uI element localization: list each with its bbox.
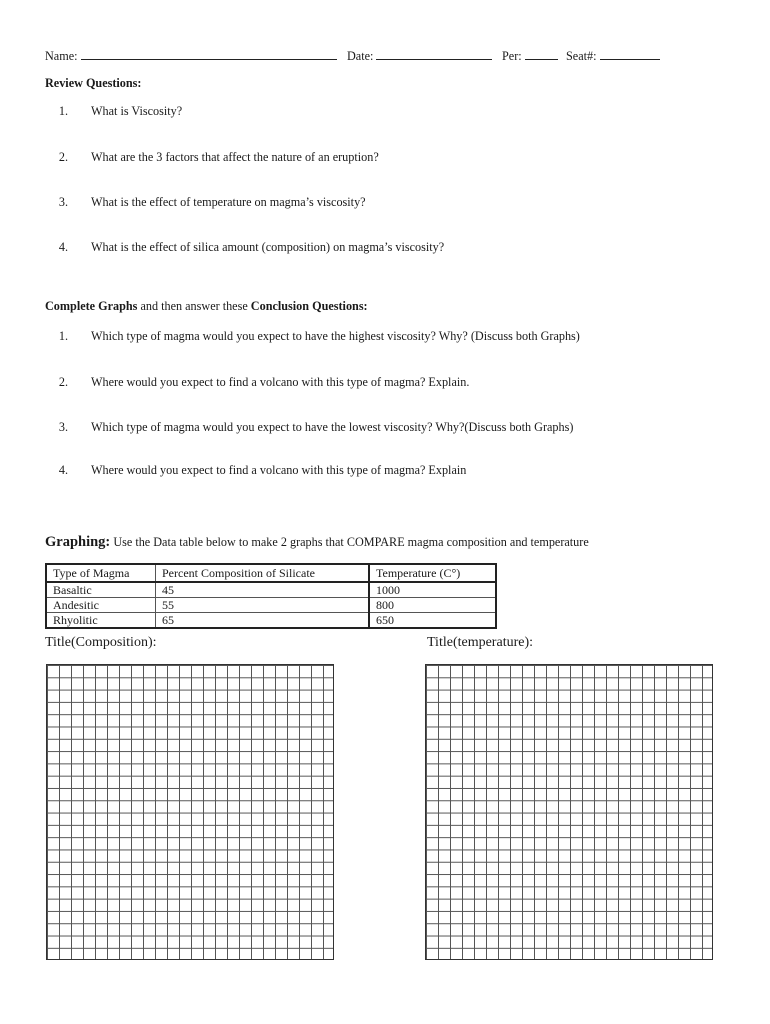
table-cell: 55 bbox=[156, 598, 370, 613]
name-label: Name: bbox=[45, 49, 78, 63]
review-q1-text: What is Viscosity? bbox=[91, 104, 183, 118]
table-cell: 45 bbox=[156, 582, 370, 598]
date-row bbox=[347, 47, 492, 64]
table-header-cell: Type of Magma bbox=[46, 564, 156, 582]
table-header-cell: Percent Composition of Silicate bbox=[156, 564, 370, 582]
temperature-graph-grid[interactable] bbox=[425, 664, 713, 960]
conclusion-q2-num: 2. bbox=[58, 375, 68, 389]
name-blank[interactable] bbox=[81, 47, 337, 60]
conclusion-heading-bold-2: Conclusion Questions: bbox=[250, 299, 368, 313]
table-row bbox=[46, 598, 496, 613]
review-q2-text: What are the 3 factors that affect the nature of an eruption? bbox=[91, 150, 379, 164]
seat-row bbox=[566, 47, 660, 64]
graphing-text: Use the Data table below to make 2 graphs that COMPARE magma composition and temperature bbox=[110, 535, 589, 549]
conclusion-heading-bold-1: Complete Graphs bbox=[45, 299, 138, 313]
magma-data-table bbox=[45, 563, 497, 629]
date-label: Date: bbox=[347, 49, 374, 63]
conclusion-q2-text: Where would you expect to find a volcano with this type of magma? Explain. bbox=[91, 375, 470, 389]
table-row bbox=[46, 582, 496, 598]
review-q4-num: 4. bbox=[58, 240, 68, 254]
conclusion-heading-mid: and then answer these bbox=[137, 299, 251, 313]
table-cell: Andesitic bbox=[46, 598, 156, 613]
left-graph-title: Title(Composition): bbox=[45, 635, 157, 650]
review-q3-num: 3. bbox=[58, 195, 68, 209]
table-cell: 65 bbox=[156, 613, 370, 629]
conclusion-q1-text: Which type of magma would you expect to have the highest viscosity? Why? (Discuss both Graphs) bbox=[91, 329, 580, 343]
conclusion-q3-num: 3. bbox=[58, 420, 68, 434]
table-row bbox=[46, 613, 496, 629]
conclusion-heading bbox=[45, 299, 368, 314]
seat-blank[interactable] bbox=[600, 47, 660, 60]
review-heading: Review Questions: bbox=[45, 76, 142, 90]
table-cell: 650 bbox=[369, 613, 496, 629]
review-q1-num: 1. bbox=[58, 104, 68, 118]
per-blank[interactable] bbox=[525, 47, 558, 60]
table-header-row bbox=[46, 564, 496, 582]
conclusion-q4-num: 4. bbox=[58, 463, 68, 477]
conclusion-q3-text: Which type of magma would you expect to have the lowest viscosity? Why?(Discuss both Graphs) bbox=[91, 420, 574, 434]
right-graph-title: Title(temperature): bbox=[427, 635, 534, 650]
seat-label: Seat#: bbox=[566, 49, 597, 63]
header-row bbox=[45, 47, 337, 64]
per-label: Per: bbox=[502, 49, 522, 63]
per-row bbox=[502, 47, 558, 64]
review-q2-num: 2. bbox=[58, 150, 68, 164]
table-cell: 800 bbox=[369, 598, 496, 613]
composition-graph-grid[interactable] bbox=[46, 664, 334, 960]
conclusion-q4-text: Where would you expect to find a volcano with this type of magma? Explain bbox=[91, 463, 467, 477]
review-q3-text: What is the effect of temperature on magma’s viscosity? bbox=[91, 195, 366, 209]
table-cell: Basaltic bbox=[46, 582, 156, 598]
graphing-instruction bbox=[45, 534, 589, 551]
conclusion-q1-num: 1. bbox=[58, 329, 68, 343]
review-q4-text: What is the effect of silica amount (composition) on magma’s viscosity? bbox=[91, 240, 445, 254]
date-blank[interactable] bbox=[376, 47, 492, 60]
table-header-cell: Temperature (C°) bbox=[369, 564, 496, 582]
table-cell: 1000 bbox=[369, 582, 496, 598]
graphing-label: Graphing: bbox=[45, 534, 111, 550]
table-cell: Rhyolitic bbox=[46, 613, 156, 629]
